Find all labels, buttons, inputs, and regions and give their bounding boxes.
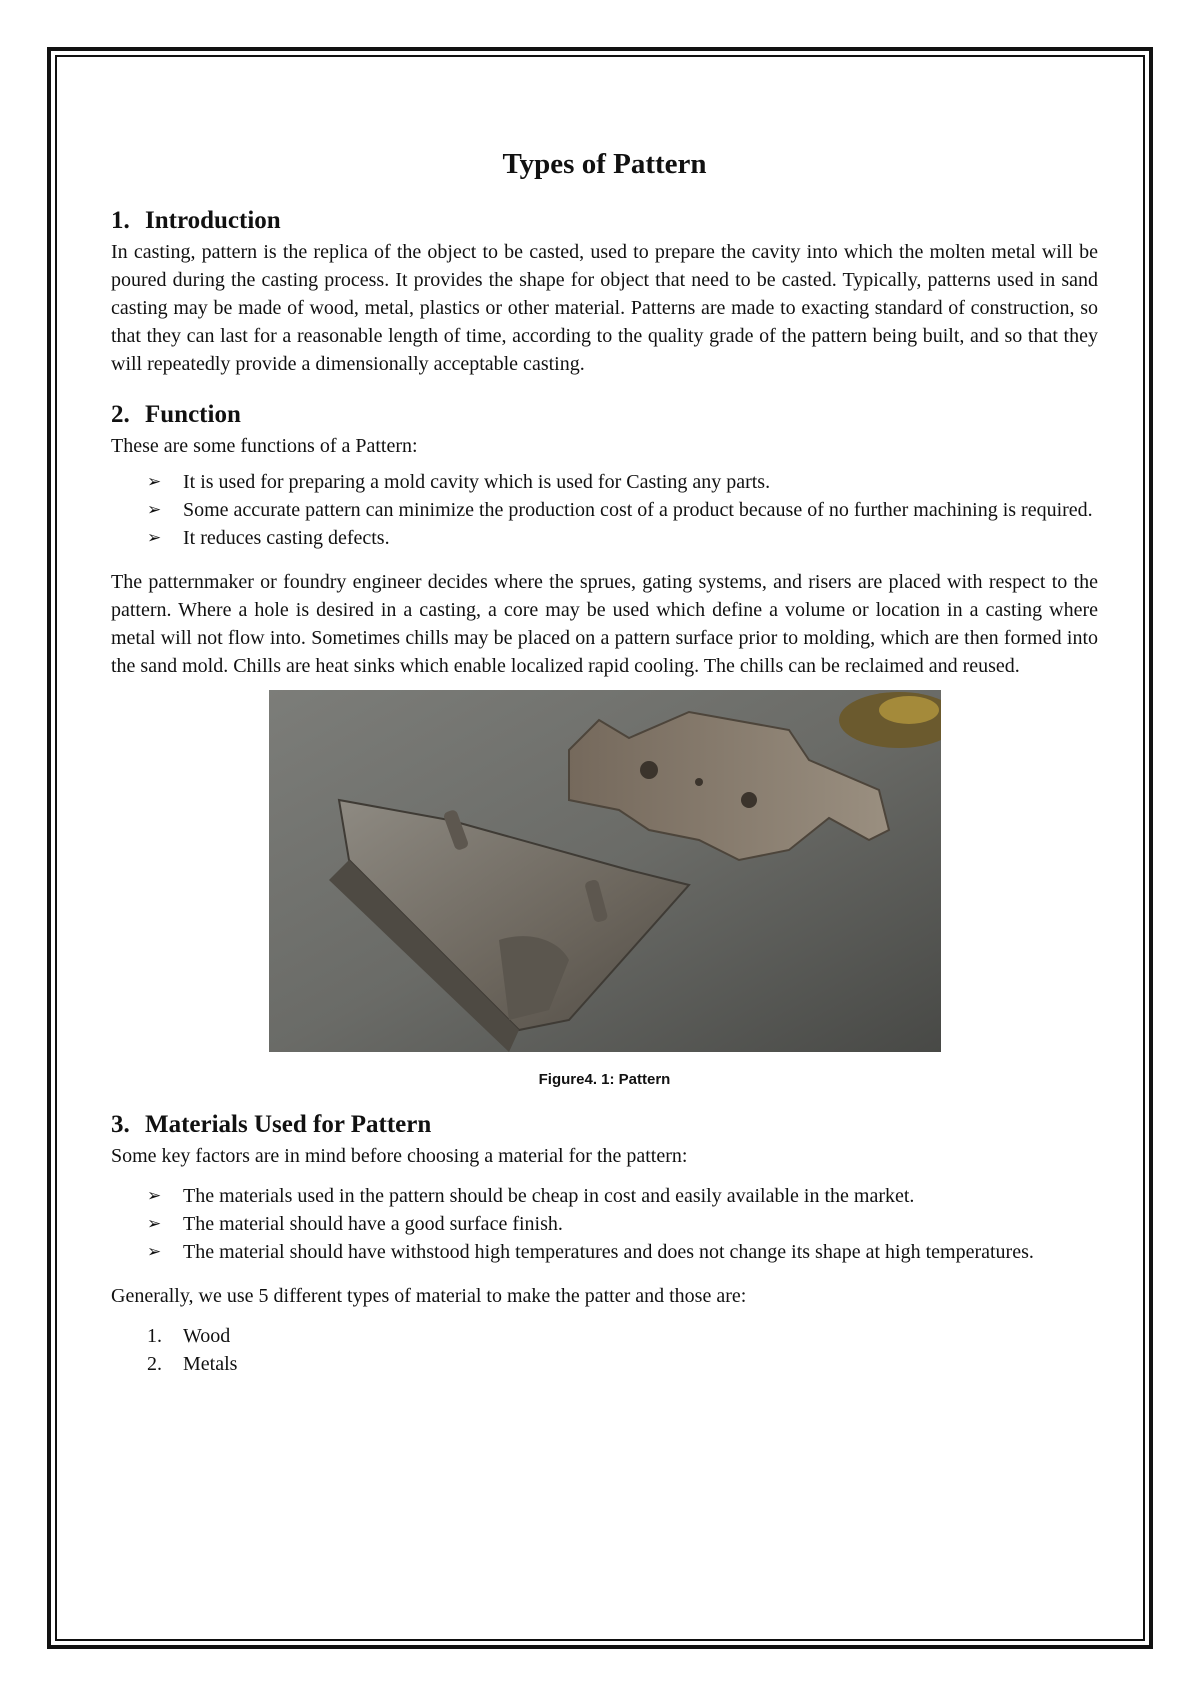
figure — [111, 690, 1098, 1108]
pattern-photo — [269, 690, 941, 1052]
arrow-bullet-icon: ➢ — [147, 500, 162, 520]
arrow-bullet-icon: ➢ — [147, 1214, 162, 1234]
list-item-text: It is used for preparing a mold cavity which is used for Casting any parts. — [183, 471, 771, 493]
list-item-text: The material should have withstood high temperatures and does not change its shape at high temperatures. — [183, 1241, 1034, 1263]
section-number: 2. — [111, 401, 130, 428]
section-heading-introduction — [111, 204, 1098, 238]
list-item-text: It reduces casting defects. — [183, 527, 390, 549]
section-heading-function — [111, 398, 1098, 432]
list-number: 1. — [147, 1325, 162, 1347]
figure-caption: Figure4. 1: Pattern — [538, 1071, 671, 1088]
pattern-photo-illustration — [269, 690, 941, 1052]
list-item — [111, 1322, 1098, 1350]
list-number: 2. — [147, 1353, 162, 1375]
list-item-text: Wood — [183, 1325, 231, 1347]
list-item — [111, 524, 1098, 552]
list-item — [111, 468, 1098, 496]
document-body — [111, 146, 1098, 1378]
section-title: Materials Used for Pattern — [145, 1111, 432, 1138]
list-item-text: Metals — [183, 1353, 238, 1375]
list-item — [111, 1238, 1098, 1266]
list-item-text: The material should have a good surface finish. — [183, 1213, 563, 1235]
materials-general: Generally, we use 5 different types of material to make the patter and those are: — [111, 1285, 747, 1307]
section-number: 1. — [111, 207, 130, 234]
introduction-paragraph: In casting, pattern is the replica of the object to be casted, used to prepare the cavity into which the molten metal will be poured during the casting process. It provides the shape for object that need to be casted. Typically, patterns used in sand casting may be made of wood, metal, plastics or other material. Patterns are made to exacting standard of construction, so that they can last for a reasonable length of time, according to the quality grade of the pattern being built, and so that they will repeatedly provide a dimensionally acceptable casting. — [111, 241, 1098, 375]
arrow-bullet-icon: ➢ — [147, 528, 162, 548]
material-types-list — [111, 1322, 1098, 1378]
list-item — [111, 1350, 1098, 1378]
document-title: Types of Pattern — [502, 148, 707, 180]
section-title: Function — [145, 401, 241, 428]
arrow-bullet-icon: ➢ — [147, 1186, 162, 1206]
list-item-text: The materials used in the pattern should be cheap in cost and easily available in the market. — [183, 1185, 915, 1207]
materials-bullet-list — [111, 1182, 1098, 1266]
section-title: Introduction — [145, 207, 281, 234]
arrow-bullet-icon: ➢ — [147, 472, 162, 492]
function-bullet-list — [111, 468, 1098, 552]
list-item — [111, 496, 1098, 524]
section-heading-materials — [111, 1108, 1098, 1142]
function-lead: These are some functions of a Pattern: — [111, 435, 418, 457]
materials-lead: Some key factors are in mind before choosing a material for the pattern: — [111, 1145, 688, 1167]
arrow-bullet-icon: ➢ — [147, 1242, 162, 1262]
list-item-text: Some accurate pattern can minimize the production cost of a product because of no further machining is required. — [183, 499, 1093, 521]
list-item — [111, 1210, 1098, 1238]
section-number: 3. — [111, 1111, 130, 1138]
function-paragraph: The patternmaker or foundry engineer decides where the sprues, gating systems, and risers are placed with respect to the pattern. Where a hole is desired in a casting, a core may be used which define a volume or location in a casting where metal will not flow into. Sometimes chills may be placed on a pattern surface prior to molding, which are then formed into the sand mold. Chills are heat sinks which enable localized rapid cooling. The chills can be reclaimed and reused. — [111, 571, 1098, 677]
list-item — [111, 1182, 1098, 1210]
